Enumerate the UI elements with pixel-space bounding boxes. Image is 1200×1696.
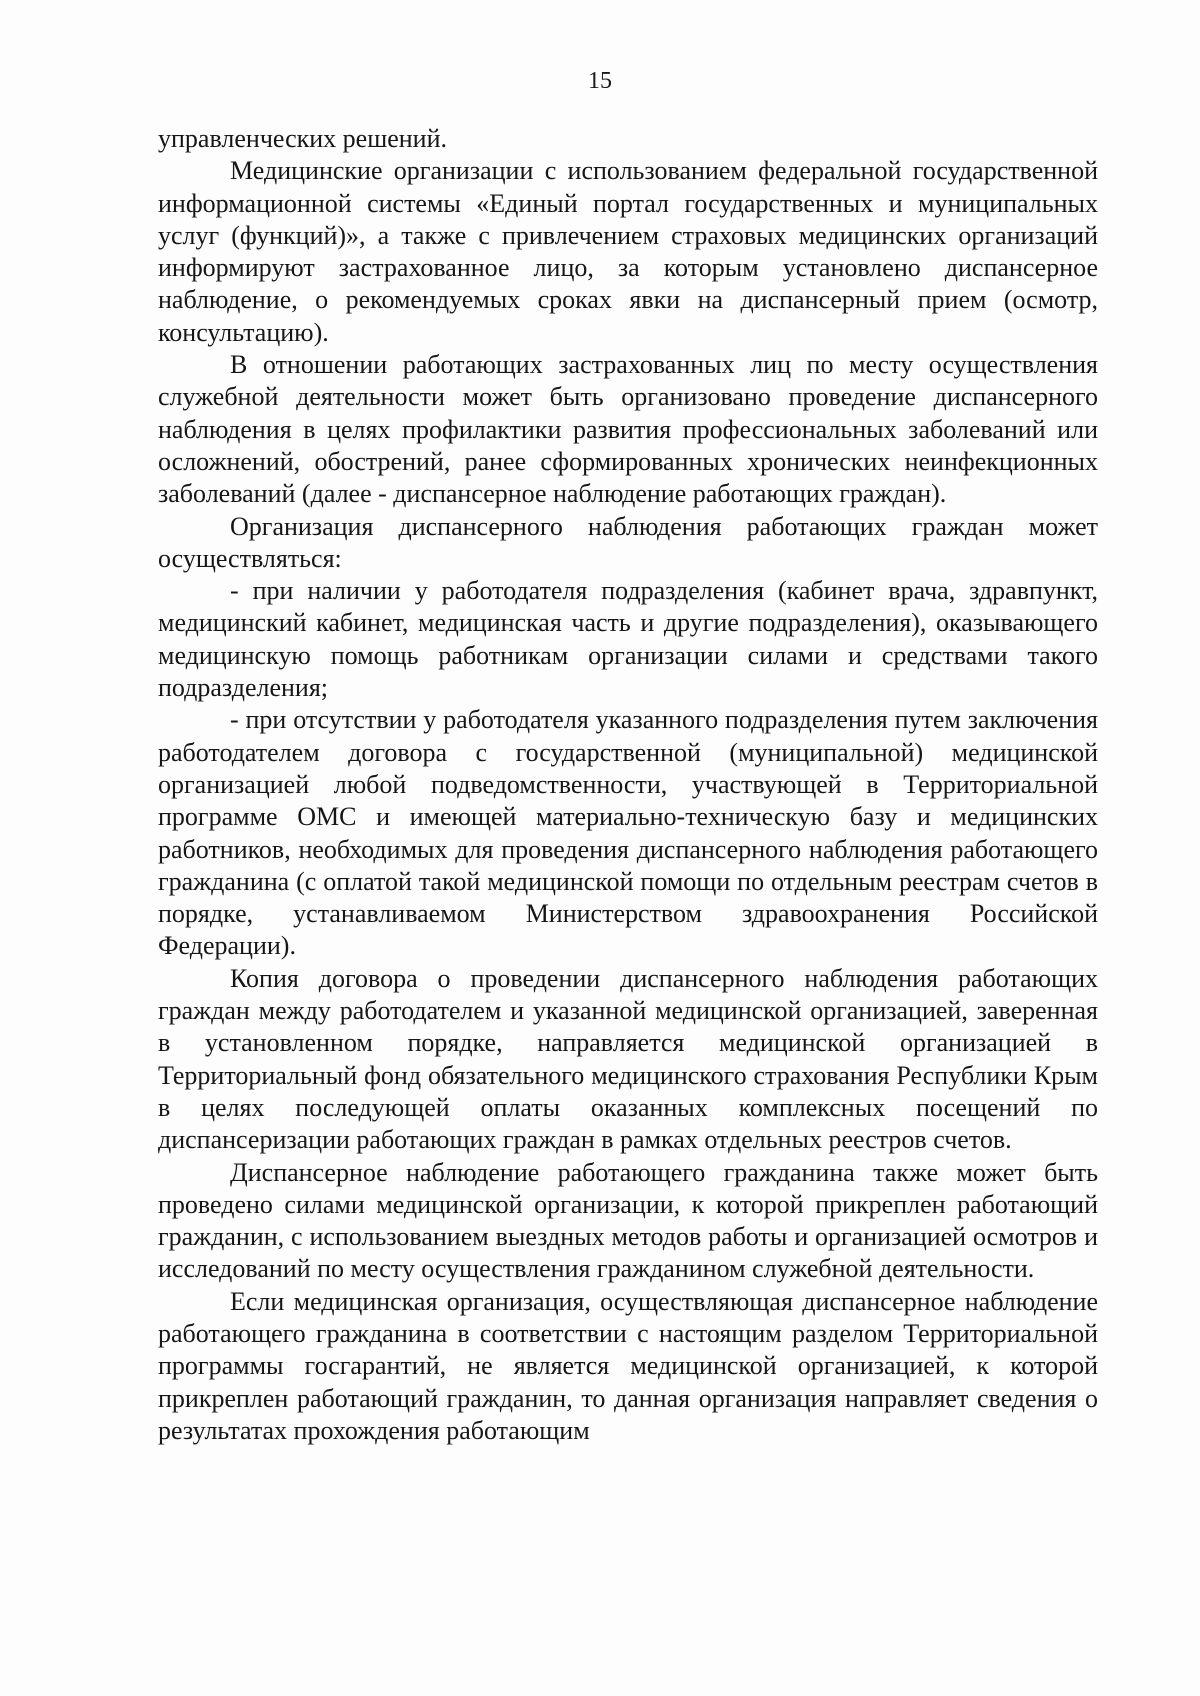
paragraph-non-attached-organization: Если медицинская организация, осуществляющая диспансерное наблюдение работающего гражданина в соответствии с настоящим разделом Территориальной программы госгарантий, не является медицинской организацией, к которой прикреплен работающий гражданин, то данная организация направляет сведения о результатах прохождения работающим: [158, 1286, 1098, 1445]
list-item-with-unit: - при наличии у работодателя подразделения (кабинет врача, здравпункт, медицинский кабинет, медицинская часть и другие подразделения), оказывающего медицинскую помощь работникам организации силами и средствами такого подразделения;: [158, 576, 1098, 703]
paragraph-attached-organization: Диспансерное наблюдение работающего гражданина также может быть проведено силами медицинской организации, к которой прикреплен работающий гражданин, с использованием выездных методов работы и организацией осмотров и исследований по месту осуществления гражданином служебной деятельности.: [158, 1157, 1098, 1284]
paragraph-working-insured: В отношении работающих застрахованных лиц по месту осуществления служебной деятельности может быть организовано проведение диспансерного наблюдения в целях профилактики развития профессиональных заболеваний или осложнений, обострений, ранее сформированных хронических неинфекционных заболеваний (далее - диспансерное наблюдение работающих граждан).: [158, 350, 1098, 509]
list-item-without-unit: - при отсутствии у работодателя указанного подразделения путем заключения работодателем договора с государственной (муниципальной) медицинской организацией любой подведомственности, участвующей в Территориальной программе ОМС и имеющей материально-техническую базу и медицинских работников, необходимых для проведения диспансерного наблюдения работающего гражданина (с оплатой такой медицинской помощи по отдельным реестрам счетов в порядке, устанавливаемом Министерством здравоохранения Российской Федерации).: [158, 705, 1098, 961]
document-body: [158, 123, 1098, 1447]
paragraph-continuation: управленческих решений.: [158, 124, 448, 153]
page-number: 15: [588, 68, 612, 94]
paragraph-informing-insured: Медицинские организации с использованием федеральной государственной информационной системы «Единый портал государственных и муниципальных услуг (функций)», а также с привлечением страховых медицинских организаций информируют застрахованное лицо, за которым установлено диспансерное наблюдение, о рекомендуемых сроках явки на диспансерный прием (осмотр, консультацию).: [158, 156, 1098, 347]
paragraph-contract-copy: Копия договора о проведении диспансерного наблюдения работающих граждан между работодателем и указанной медицинской организацией, заверенная в установленном порядке, направляется медицинской организацией в Территориальный фонд обязательного медицинского страхования Республики Крым в целях последующей оплаты оказанных комплексных посещений по диспансеризации работающих граждан в рамках отдельных реестров счетов.: [158, 963, 1098, 1155]
paragraph-organization-intro: Организация диспансерного наблюдения работающих граждан может осуществляться:: [158, 511, 1098, 573]
